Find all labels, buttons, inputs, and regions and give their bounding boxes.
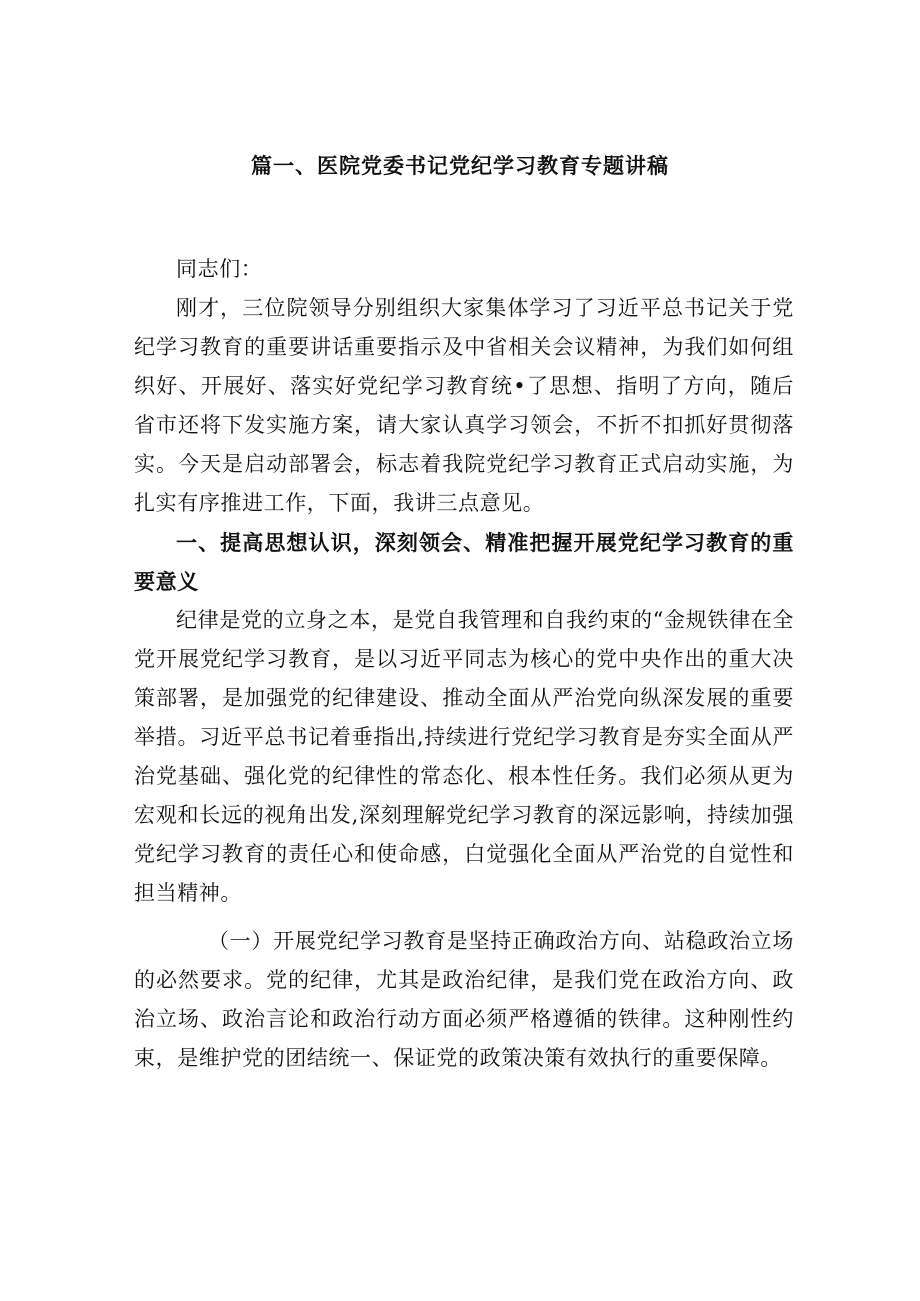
subsection-1: （一）开展党纪学习教育是坚持正确政治方向、站稳政治立场的必然要求。党的纪律，尤其是政治纪律，是我们党在政治方向、政治立场、政治言论和政治行动方面必须严格遵循的铁律。这种刚性约束，是维护党的团结统一、保证党的政策决策有效执行的重要保障。 <box>134 929 794 1070</box>
document-title: 篇一、医院党委书记党纪学习教育专题讲稿 <box>251 153 669 178</box>
greeting: 同志们： <box>176 257 263 281</box>
paragraph-discipline: 纪律是党的立身之本，是党自我管理和自我约束的“金规铁律在全党开展党纪学习教育，是以习近平同志为核心的党中央作出的重大决策部署，是加强党的纪律建设、推动全面从严治党向纵深发展的重要举措。习近平总书记着垂指出,持续进行党纪学习教育是夯实全面从严治党基础、强化党的纪律性的常态化、根本性任务。我们必须从更为宏观和长远的视角出发,深刻理解党纪学习教育的深远影响，持续加强党纪学习教育的责任心和使命感，白觉强化全面从严治党的自觉性和担当精神。 <box>134 608 794 905</box>
document-body <box>134 250 794 1078</box>
paragraph-intro: 刚才，三位院领导分别组织大家集体学习了习近平总书记关于党纪学习教育的重要讲话重要指示及中省相关会议精神，为我们如何组织好、开展好、落实好党纪学习教育统•了思想、指明了方向，随后省市还将下发实施方案，请大家认真学习领会，不折不扣抓好贯彻落实。今天是启动部署会，标志着我院党纪学习教育正式启动实施，为扎实有序推进工作，下面，我讲三点意见。 <box>134 296 794 515</box>
section-heading-1: 一、提高思想认识，深刻领会、精准把握开展党纪学习教育的重要意义 <box>134 530 794 594</box>
